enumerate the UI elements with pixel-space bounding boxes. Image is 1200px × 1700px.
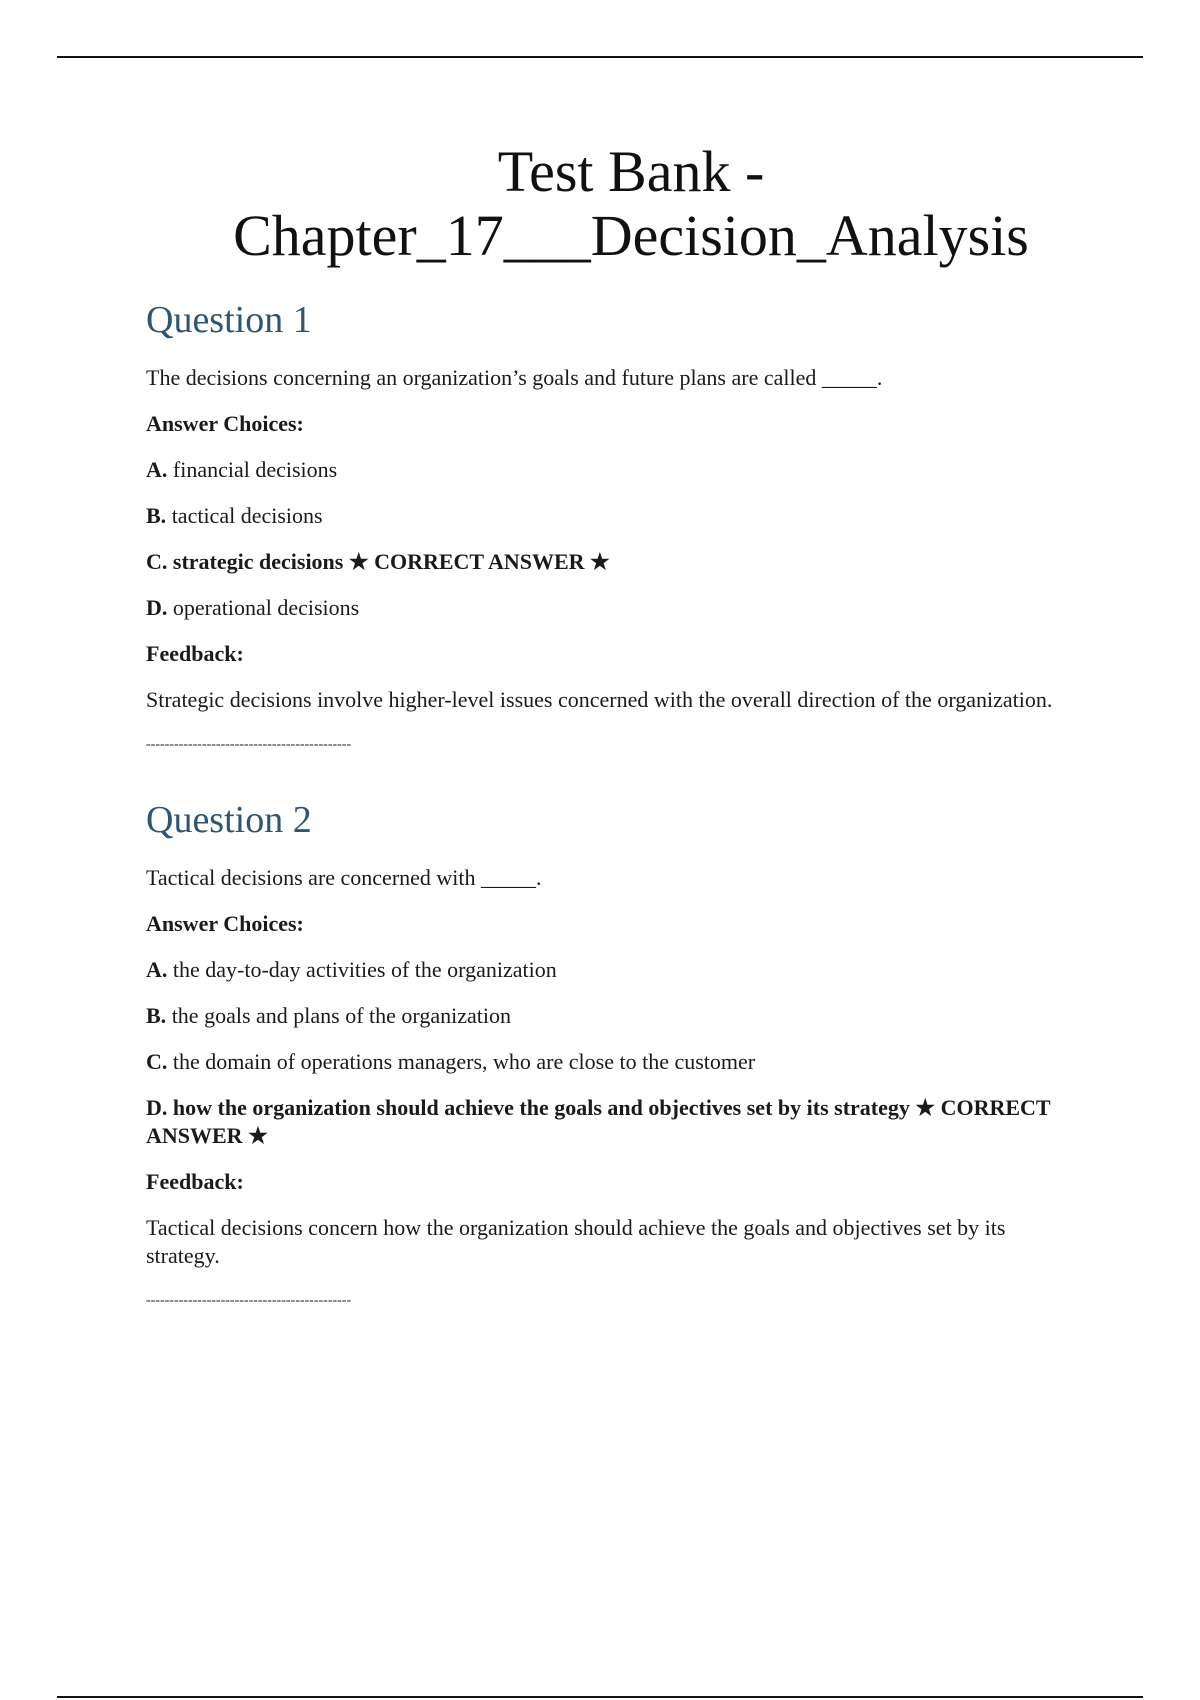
choice-letter: B. (146, 503, 167, 528)
choice-d (146, 594, 1076, 622)
feedback-text: Strategic decisions involve higher-level issues concerned with the overall direction of the organization. (146, 687, 1053, 712)
question-text: The decisions concerning an organization’s goals and future plans are called _____. (146, 365, 883, 390)
choice-text: financial decisions (172, 457, 338, 482)
choice-letter: B. (146, 1003, 167, 1028)
choice-text: operational decisions (172, 595, 360, 620)
document-title (146, 140, 1076, 268)
choice-letter: A. (146, 957, 168, 982)
choice-b (146, 502, 1076, 530)
choice-letter: A. (146, 457, 168, 482)
choice-letter: D. (146, 1095, 168, 1120)
document-body (146, 140, 1076, 1354)
question-heading: Question 2 (146, 799, 312, 841)
choice-c-correct (146, 548, 1076, 576)
top-rule (57, 56, 1143, 58)
choice-d-correct (146, 1094, 1076, 1150)
choice-text: the goals and plans of the organization (171, 1003, 511, 1028)
choice-letter: C. (146, 1049, 168, 1074)
feedback-text: Tactical decisions concern how the organization should achieve the goals and objectives set by its strategy. (146, 1215, 1006, 1268)
choice-text: how the organization should achieve the goals and objectives set by its strategy ★ CORRECT ANSWER ★ (146, 1095, 1051, 1148)
choice-text: the day-to-day activities of the organization (172, 957, 557, 982)
answer-choices-label: Answer Choices: (146, 411, 304, 436)
choice-text: tactical decisions (171, 503, 323, 528)
question-heading: Question 1 (146, 299, 312, 341)
choice-a (146, 956, 1076, 984)
separator-line: -------------------------------------------- (146, 737, 352, 752)
feedback-label: Feedback: (146, 1169, 244, 1194)
question-2 (146, 798, 1076, 1310)
choice-c (146, 1048, 1076, 1076)
choice-a (146, 456, 1076, 484)
choice-text: strategic decisions ★ CORRECT ANSWER ★ (172, 549, 610, 574)
choice-letter: C. (146, 549, 168, 574)
answer-choices-label: Answer Choices: (146, 911, 304, 936)
document-title-line1: Test Bank - (497, 139, 765, 204)
question-1 (146, 298, 1076, 754)
choice-b (146, 1002, 1076, 1030)
feedback-label: Feedback: (146, 641, 244, 666)
document-title-line2: Chapter_17___Decision_Analysis (233, 203, 1029, 268)
question-text: Tactical decisions are concerned with _____. (146, 865, 542, 890)
bottom-rule (57, 1696, 1143, 1698)
separator-line: -------------------------------------------- (146, 1293, 352, 1308)
choice-text: the domain of operations managers, who are close to the customer (172, 1049, 756, 1074)
choice-letter: D. (146, 595, 168, 620)
